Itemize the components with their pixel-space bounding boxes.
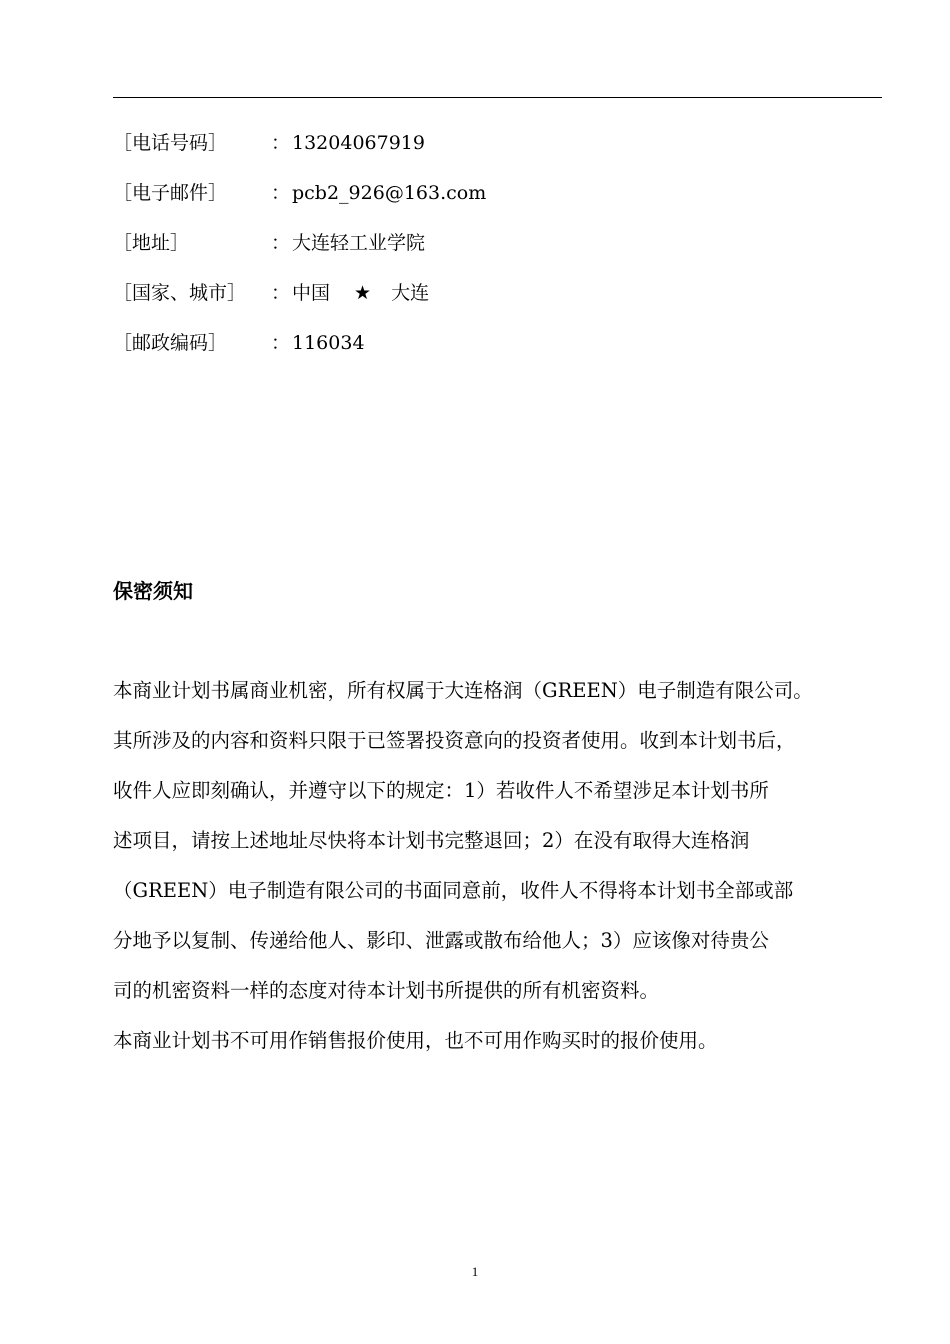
address-label: ［地址］ (113, 232, 190, 254)
page-number: 1 (471, 1264, 479, 1279)
contact-row-postcode (113, 323, 883, 373)
contact-row-location (113, 273, 883, 323)
notice-line: 本商业计划书不可用作销售报价使用，也不可用作购买时的报价使用。 (113, 1029, 718, 1052)
notice-line: 本商业计划书属商业机密，所有权属于大连格润（GREEN）电子制造有限公司。 (113, 679, 813, 702)
email-colon: ： (271, 182, 291, 204)
postcode-colon: ： (271, 332, 291, 354)
postcode-value: 116034 (292, 332, 365, 354)
phone-colon: ： (271, 132, 291, 154)
location-label: ［国家、城市］ (113, 282, 247, 304)
notice-line: 分地予以复制、传递给他人、影印、泄露或散布给他人；3）应该像对待贵公 (113, 929, 769, 952)
location-value (292, 273, 429, 313)
location-colon: ： (271, 282, 291, 304)
contact-info (113, 123, 883, 373)
header-rule (113, 97, 882, 98)
confidentiality-title: 保密须知 (113, 579, 193, 603)
star-icon: ★ (354, 282, 372, 304)
country-value: 中国 (292, 282, 331, 304)
contact-row-email (113, 173, 883, 223)
phone-label: ［电话号码］ (113, 132, 228, 154)
city-value: 大连 (391, 282, 430, 304)
phone-value: 13204067919 (292, 132, 425, 154)
notice-line: 述项目，请按上述地址尽快将本计划书完整退回；2）在没有取得大连格润 (113, 829, 750, 852)
confidentiality-notice (113, 670, 898, 1070)
contact-row-phone (113, 123, 883, 173)
notice-line: （GREEN）电子制造有限公司的书面同意前，收件人不得将本计划书全部或部 (113, 879, 794, 902)
email-label: ［电子邮件］ (113, 182, 228, 204)
postcode-label: ［邮政编码］ (113, 332, 228, 354)
email-value: pcb2_926@163.com (292, 182, 487, 204)
notice-line: 司的机密资料一样的态度对待本计划书所提供的所有机密资料。 (113, 979, 660, 1002)
address-value: 大连轻工业学院 (292, 232, 426, 254)
contact-row-address (113, 223, 883, 273)
address-colon: ： (271, 232, 291, 254)
notice-line: 其所涉及的内容和资料只限于已签署投资意向的投资者使用。收到本计划书后， (113, 729, 796, 752)
notice-line: 收件人应即刻确认，并遵守以下的规定：1）若收件人不希望涉足本计划书所 (113, 779, 769, 802)
